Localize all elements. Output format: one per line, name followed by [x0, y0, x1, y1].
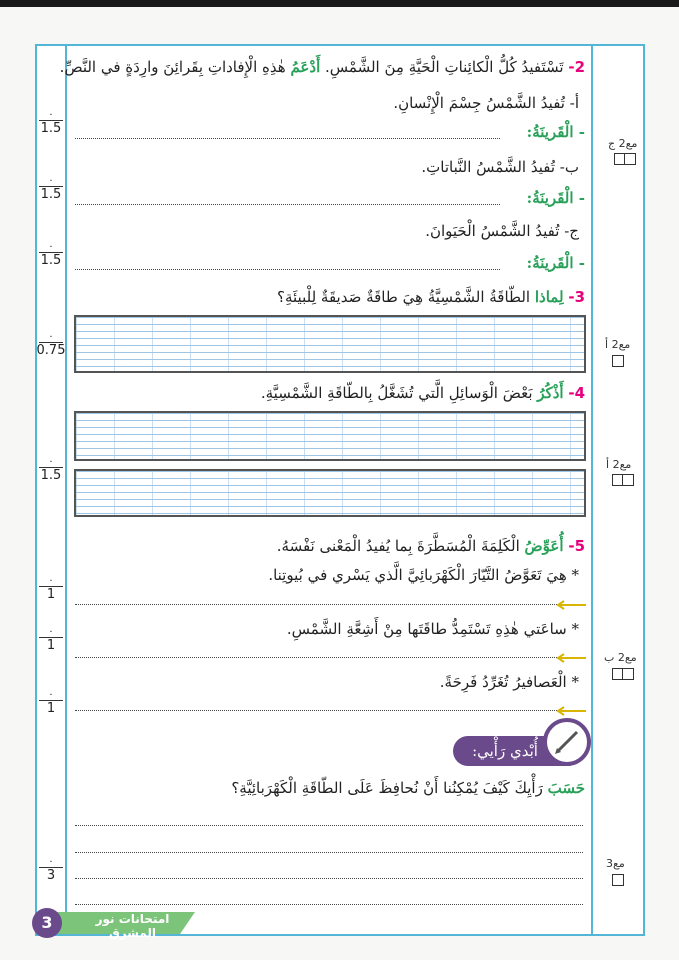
criterion-q2: مع2 ج	[608, 137, 638, 150]
criterion-checkbox[interactable]	[624, 153, 636, 165]
criterion-checkbox[interactable]	[612, 874, 624, 886]
criterion-q4: مع2 أ	[606, 458, 632, 471]
q2-clue-label-c: - الْقَرينَةُ:	[526, 254, 585, 272]
q2-instruction: أَدْعَمُ	[290, 58, 321, 76]
q2-item-c	[425, 222, 579, 240]
answer-line[interactable]	[75, 657, 583, 658]
score-q2b-value: 1.5	[40, 187, 62, 202]
criterion-checkbox[interactable]	[622, 474, 634, 486]
q2-text: تَسْتَفيدُ كُلُّ الْكائِناتِ الْحَيَّةِ مِنَ الشَّمْسِ.	[325, 58, 564, 76]
answer-line[interactable]	[75, 904, 583, 905]
q5-item-3: * الْعَصافيرُ تُغَرِّدُ فَرِحَةً.	[439, 673, 579, 691]
q4-text: بَعْضَ الْوَسائِلِ الَّتي تُشَغَّلُ بِالطّاقَةِ الشَّمْسِيَّةِ.	[260, 384, 533, 402]
answer-line[interactable]	[75, 852, 583, 853]
q2-number: 2-	[568, 58, 585, 76]
answer-line[interactable]	[75, 878, 583, 879]
pen-icon	[543, 718, 591, 766]
q2-heading	[60, 58, 585, 76]
q3-instruction: لِماذا	[534, 288, 564, 306]
opinion-text: رَأْيِكَ كَيْفَ يُمْكِنُنا أَنْ نُحافِظَ عَلَى الطّاقَةِ الْكَهْرَبائِيَّةِ؟	[231, 779, 543, 797]
score-q3-value: 0.75	[36, 343, 66, 358]
score-q2b: . 1.5	[40, 173, 62, 202]
q5-text: الْكَلِمَةَ الْمُسَطَّرَةَ بِما يُفيدُ الْمَعْنى نَفْسَهُ.	[276, 537, 520, 555]
q3-heading	[277, 288, 585, 306]
opinion-question	[231, 779, 585, 797]
q4-number: 4-	[568, 384, 585, 402]
criterion-opinion: مع3	[606, 857, 625, 870]
answer-line[interactable]	[75, 825, 583, 826]
q4-answer-grid-1[interactable]	[74, 411, 586, 461]
answer-line[interactable]	[75, 204, 500, 205]
q5-number: 5-	[568, 537, 585, 555]
q2-item-a-prefix: أ-	[569, 94, 579, 112]
footer-series-title: امتحانات نور المشرق	[95, 912, 170, 940]
opinion-instruction: حَسَبَ	[547, 779, 585, 797]
q2-item-c-text: تُفيدُ الشَّمْسُ الْحَيَوانَ.	[425, 222, 560, 240]
answer-line[interactable]	[75, 138, 500, 139]
q2-item-c-prefix: ج-	[564, 222, 579, 240]
answer-line[interactable]	[75, 710, 583, 711]
criterion-q3: مع2 أ	[605, 338, 631, 351]
pen-icon-glyph	[547, 722, 587, 762]
opinion-badge-label: أُبْدي رَأْيي:	[472, 742, 538, 760]
q4-answer-grid-2[interactable]	[74, 469, 586, 517]
score-q5c-value: 1	[46, 701, 56, 716]
q2-clue-label-a: - الْقَرينَةُ:	[526, 123, 585, 141]
arrow-left-icon	[556, 653, 586, 663]
page-number: 3	[32, 908, 62, 938]
score-q4-value: 1.5	[40, 468, 62, 483]
score-q5b: . 1	[36, 625, 66, 653]
arrow-left-icon	[556, 706, 586, 716]
criterion-checkbox[interactable]	[622, 668, 634, 680]
answer-line[interactable]	[75, 269, 500, 270]
score-q5a-value: 1	[46, 587, 56, 602]
q2-item-b-prefix: ب-	[559, 158, 579, 176]
q4-heading	[261, 384, 585, 402]
score-q2c-value: 1.5	[40, 253, 62, 268]
criteria-column	[591, 44, 645, 936]
score-q5b-value: 1	[46, 638, 56, 653]
score-q2a-value: 1.5	[40, 121, 62, 136]
q2-text2: هٰذِهِ الْإِفاداتِ بِقَرائِنَ وارِدَةٍ في النَّصِّ.	[59, 58, 286, 76]
q5-instruction: أُعَوِّضُ	[524, 537, 564, 555]
score-q5a: . 1	[36, 574, 66, 602]
q2-item-a	[393, 94, 579, 112]
q3-number: 3-	[568, 288, 585, 306]
score-opinion-value: 3	[46, 868, 56, 883]
q4-instruction: أَذْكُرُ	[537, 384, 564, 402]
criterion-q5: مع2 ب	[604, 651, 637, 664]
q2-item-b	[421, 158, 579, 176]
score-q3: . 0.75	[36, 329, 66, 358]
score-q4: . 1.5	[40, 454, 62, 483]
q2-item-a-text: تُفيدُ الشَّمْسُ جِسْمَ الْإِنْسانِ.	[393, 94, 565, 112]
score-q2c: . 1.5	[40, 239, 62, 268]
q2-item-b-text: تُفيدُ الشَّمْسُ النَّباتاتِ.	[421, 158, 556, 176]
score-opinion: . 3	[36, 855, 66, 883]
q5-item-2: * ساعَتي هٰذِهِ تَسْتَمِدُّ طاقَتَها مِنْ أَشِعَّةِ الشَّمْسِ.	[286, 620, 579, 638]
q3-answer-grid[interactable]	[74, 315, 586, 373]
arrow-left-icon	[556, 600, 586, 610]
q2-clue-label-b: - الْقَرينَةُ:	[526, 189, 585, 207]
q5-heading	[277, 537, 585, 555]
q3-text: الطّاقَةُ الشَّمْسِيَّةُ هِيَ طاقَةٌ صَديقَةٌ لِلْبيئَةِ؟	[277, 288, 531, 306]
q5-item-1: * هِيَ تَعَوَّضُ التَّيّارَ الْكَهْرَبائِيَّ الَّذي يَسْري في بُيوتِنا.	[268, 566, 579, 584]
score-q5c: . 1	[36, 688, 66, 716]
top-edge	[0, 0, 679, 7]
score-q2a: . 1.5	[40, 107, 62, 136]
answer-line[interactable]	[75, 604, 583, 605]
criterion-checkbox[interactable]	[612, 355, 624, 367]
